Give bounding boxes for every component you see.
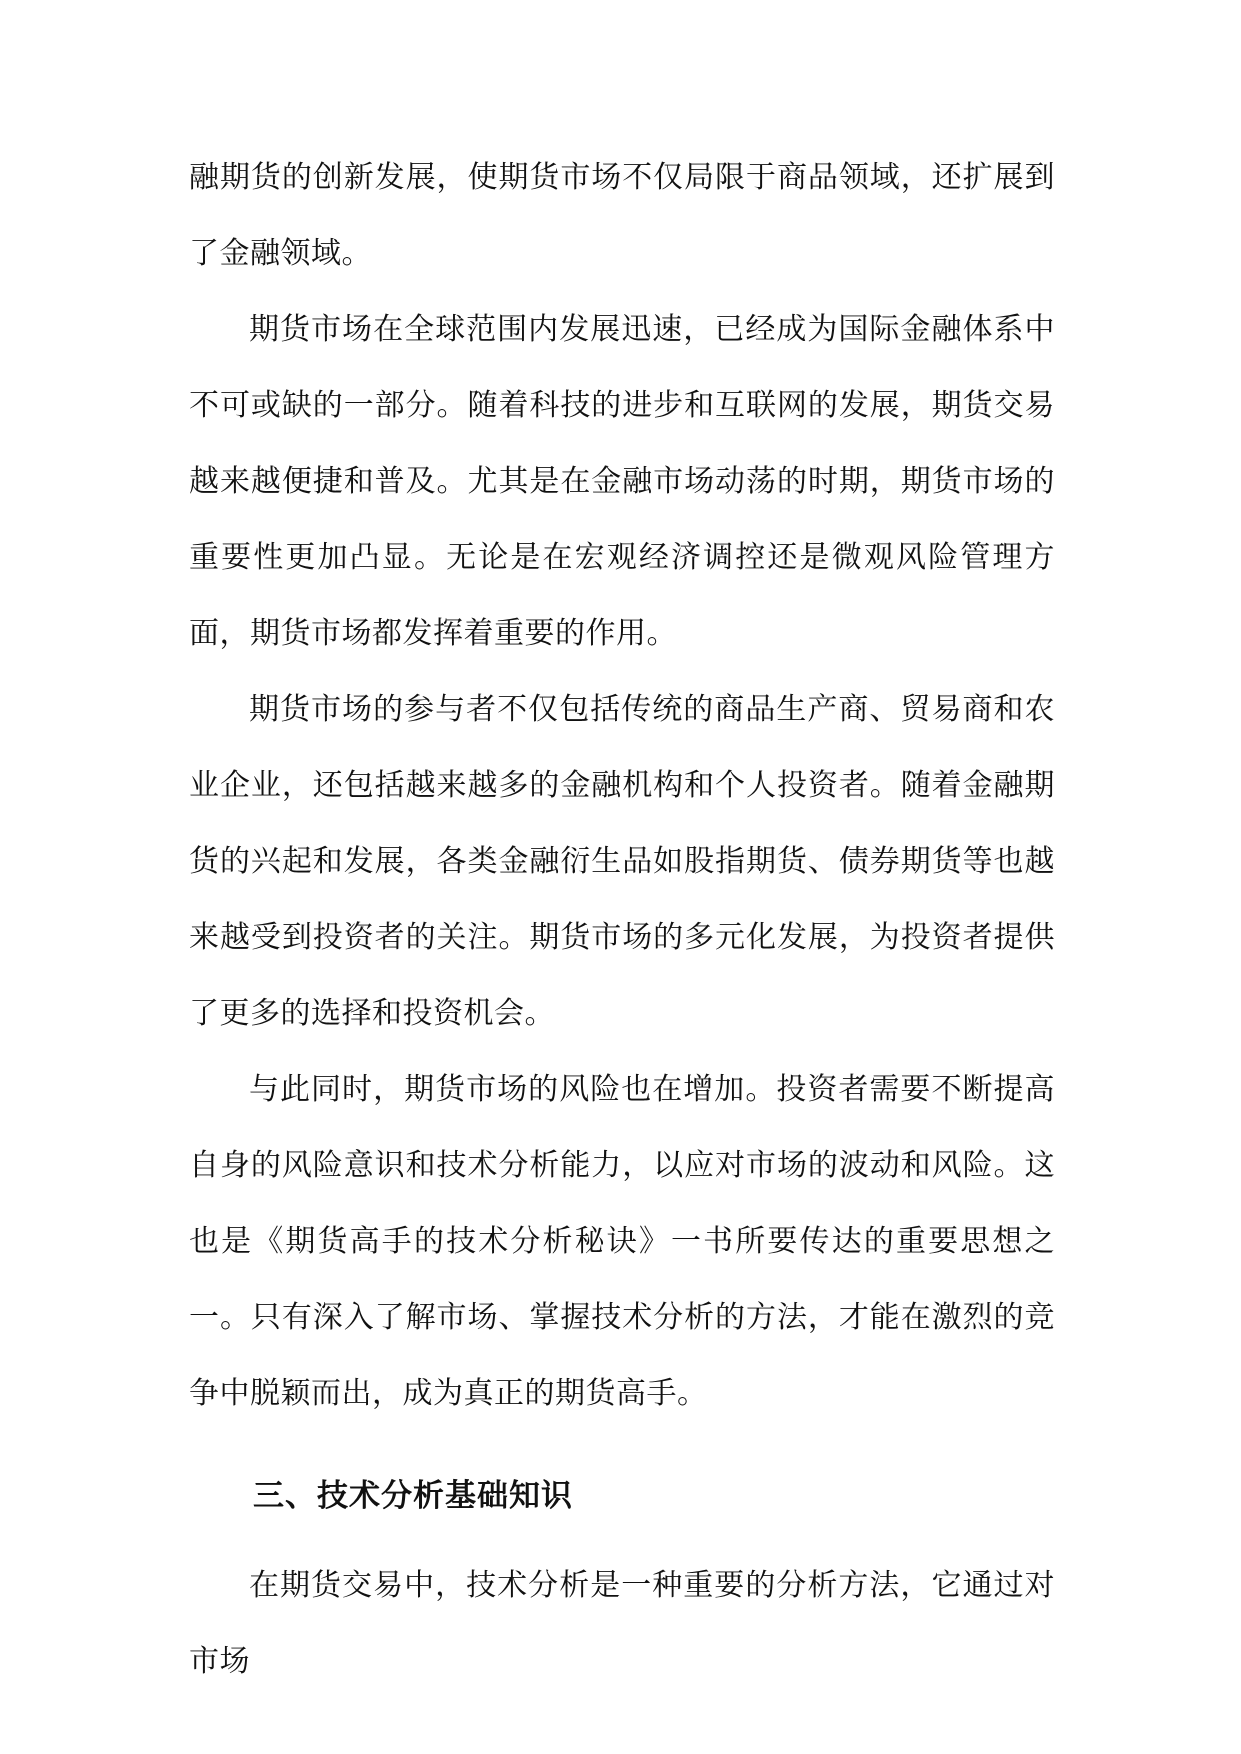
paragraph-technical-analysis-intro: 在期货交易中，技术分析是一种重要的分析方法，它通过对市场 xyxy=(189,1568,1055,1679)
document-page xyxy=(189,140,1055,1700)
paragraph-participants: 期货市场的参与者不仅包括传统的商品生产商、贸易商和农业企业，还包括越来越多的金融机构和个人投资者。随着金融期货的兴起和发展，各类金融衍生品如股指期货、债券期货等也越来越受到投资者的关注。期货市场的多元化发展，为投资者提供了更多的选择和投资机会。 xyxy=(189,692,1055,1031)
paragraph-risk: 与此同时，期货市场的风险也在增加。投资者需要不断提高自身的风险意识和技术分析能力，以应对市场的波动和风险。这也是《期货高手的技术分析秘诀》一书所要传达的重要思想之一。只有深入了解市场、掌握技术分析的方法，才能在激烈的竞争中脱颖而出，成为真正的期货高手。 xyxy=(189,1072,1055,1411)
paragraph-continued: 融期货的创新发展，使期货市场不仅局限于商品领域，还扩展到了金融领域。 xyxy=(189,160,1055,271)
paragraph-global-market: 期货市场在全球范围内发展迅速，已经成为国际金融体系中不可或缺的一部分。随着科技的进步和互联网的发展，期货交易越来越便捷和普及。尤其是在金融市场动荡的时期，期货市场的重要性更加凸显。无论是在宏观经济调控还是微观风险管理方面，期货市场都发挥着重要的作用。 xyxy=(189,312,1055,651)
section-heading: 三、技术分析基础知识 xyxy=(253,1478,573,1514)
